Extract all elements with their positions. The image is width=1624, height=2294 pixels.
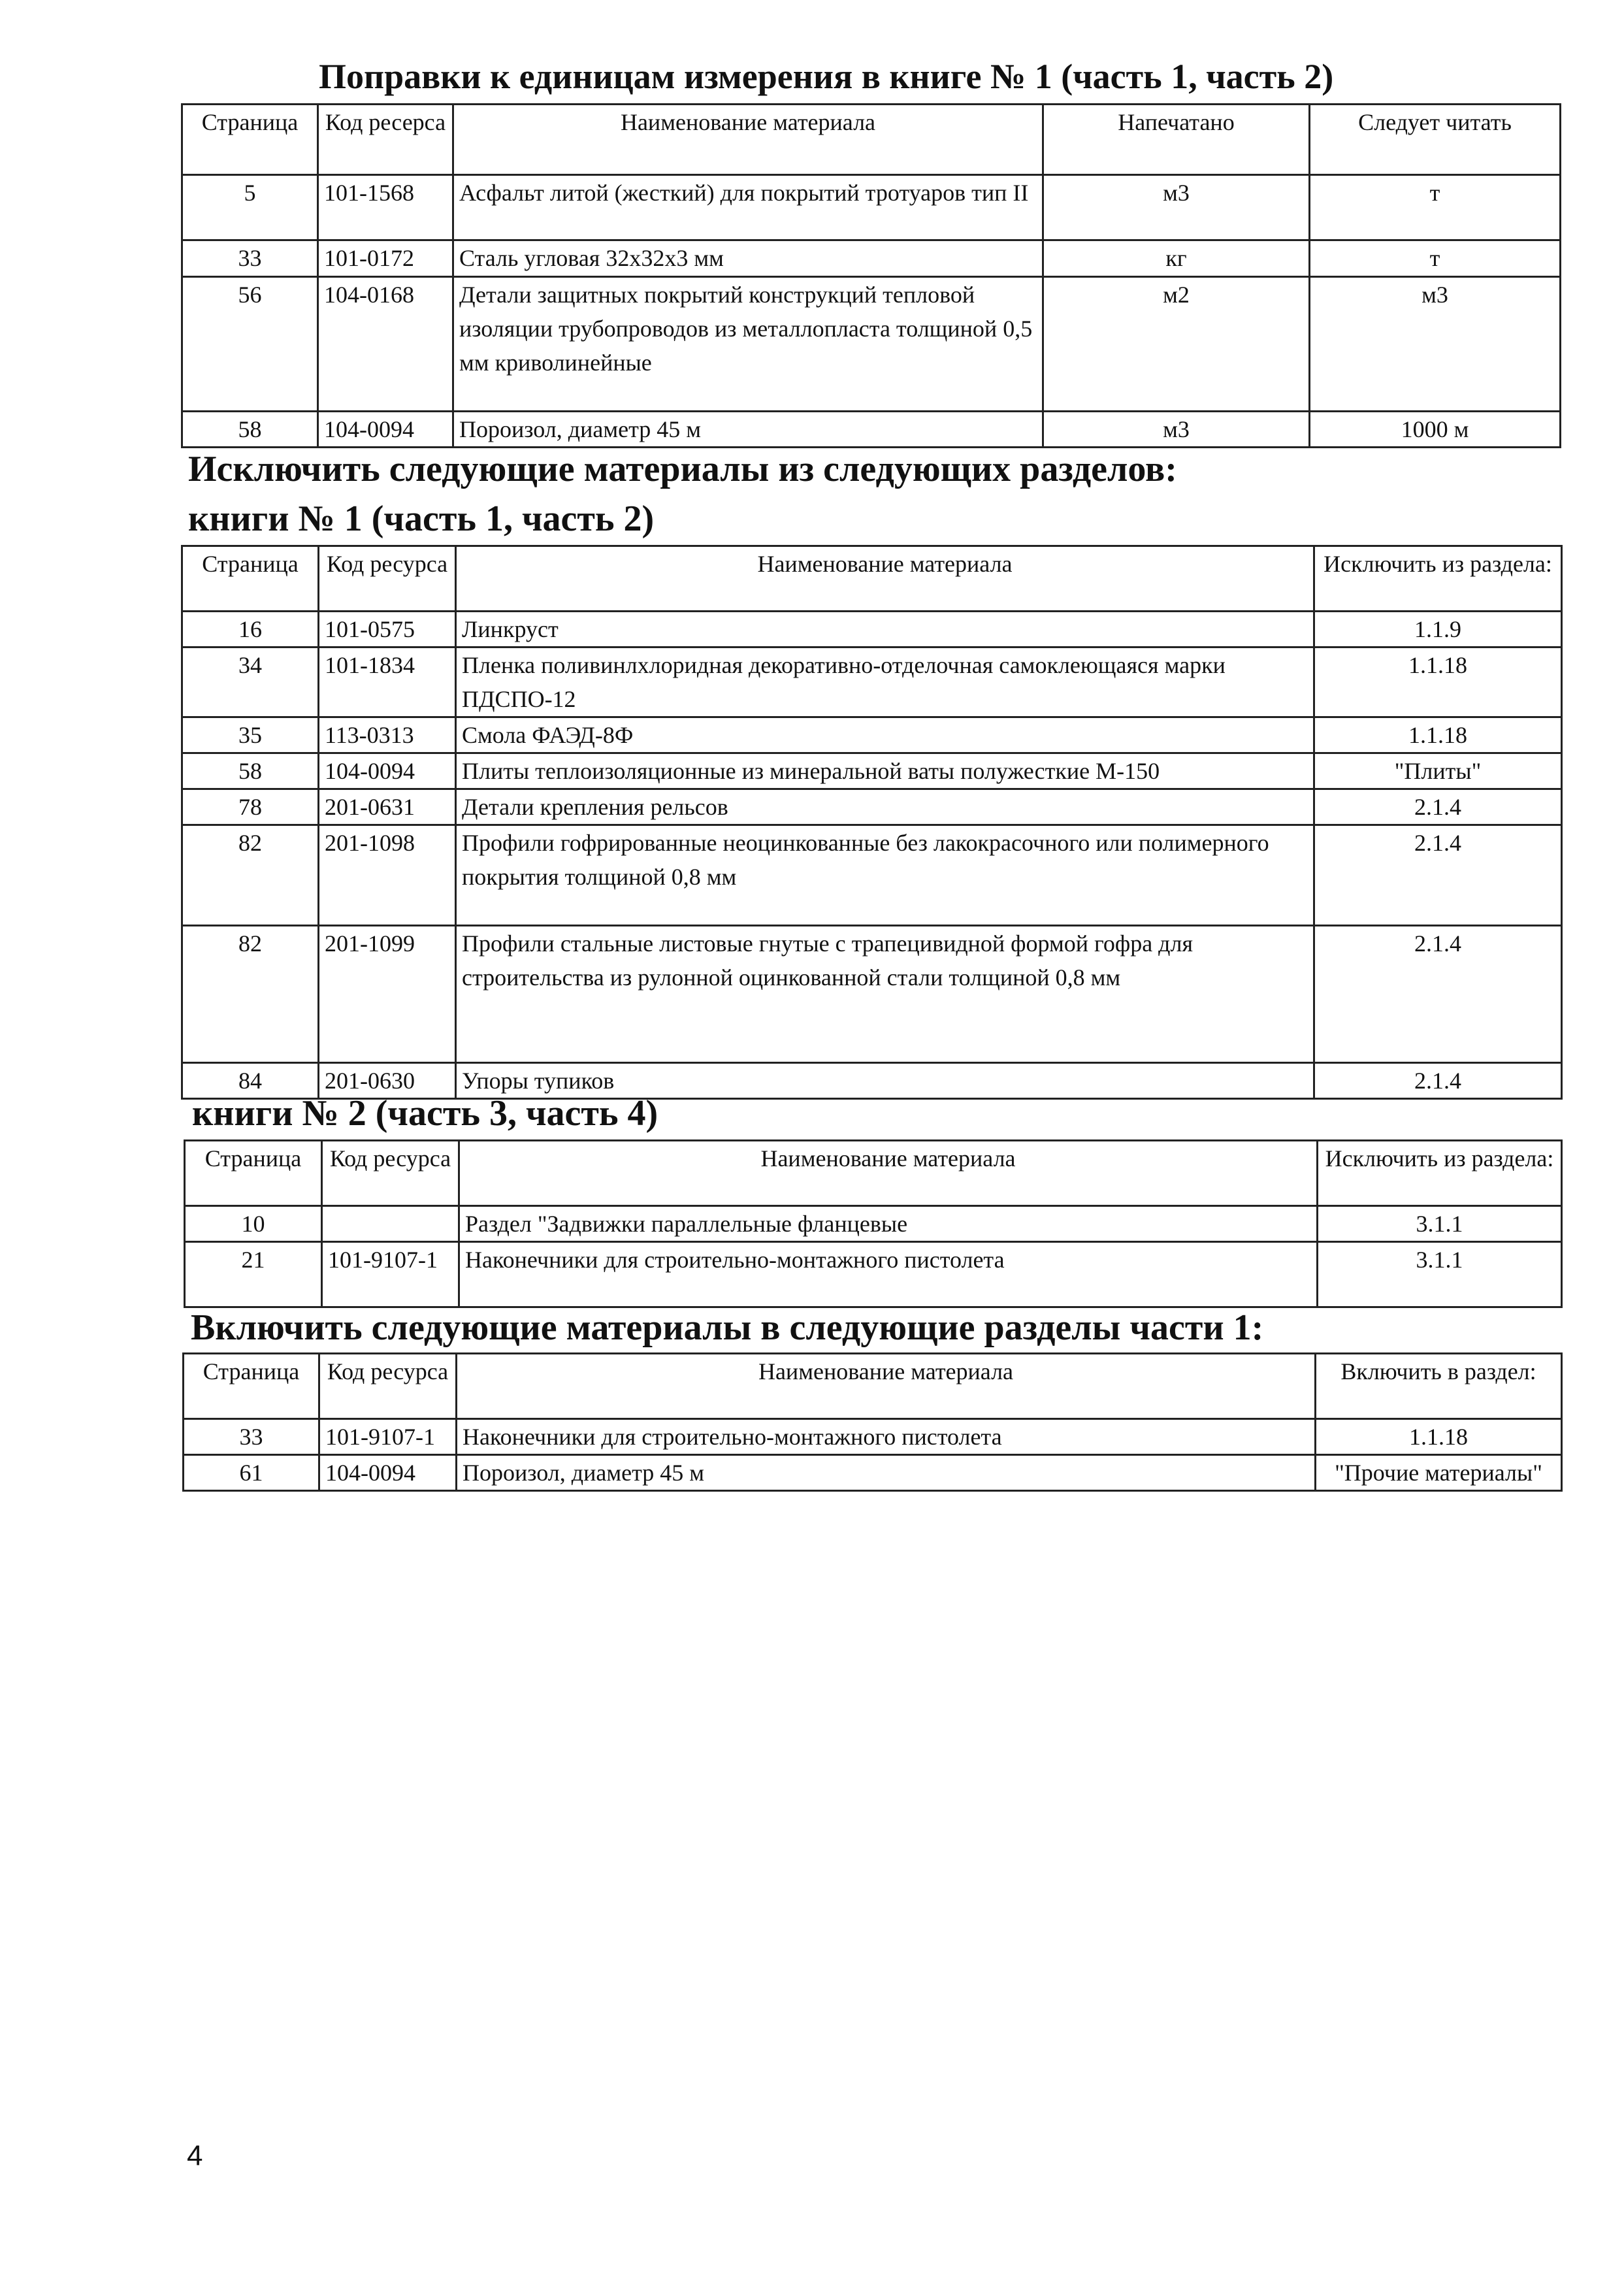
cell-section: 1.1.18 — [1314, 647, 1562, 717]
cell-page: 56 — [182, 277, 318, 412]
cell-code: 101-0575 — [319, 612, 456, 647]
table-row — [182, 926, 1562, 1063]
cell-code: 101-9107-1 — [322, 1242, 459, 1307]
table-row — [182, 175, 1561, 240]
cell-page: 33 — [184, 1419, 319, 1455]
cell-section: 2.1.4 — [1314, 789, 1562, 825]
cell-page: 16 — [182, 612, 319, 647]
cell-material-name: Линкруст — [456, 612, 1314, 647]
cell-should-read: 1000 м — [1310, 412, 1561, 448]
header-include-section: Включить в раздел: — [1316, 1354, 1562, 1419]
cell-should-read: т — [1310, 240, 1561, 277]
cell-section: 3.1.1 — [1318, 1206, 1562, 1242]
cell-material-name: Сталь угловая 32х32х3 мм — [453, 240, 1043, 277]
table-row — [182, 753, 1562, 789]
cell-should-read: м3 — [1310, 277, 1561, 412]
table-row — [182, 825, 1562, 926]
table-row — [185, 1242, 1562, 1307]
cell-material-name: Раздел "Задвижки параллельные фланцевые — [459, 1206, 1318, 1242]
cell-material-name: Асфальт литой (жесткий) для покрытий тротуаров тип II — [453, 175, 1043, 240]
header-code: Код ресурса — [319, 1354, 457, 1419]
book1-subtitle: книги № 1 (часть 1, часть 2) — [188, 499, 655, 539]
table-row — [182, 240, 1561, 277]
cell-material-name: Профили гофрированные неоцинкованные без лакокрасочного или полимерного покрытия толщиной 0,8 мм — [456, 825, 1314, 926]
cell-section: "Прочие материалы" — [1316, 1455, 1562, 1491]
header-printed: Напечатано — [1043, 105, 1310, 175]
header-exclude-section: Исключить из раздела: — [1318, 1141, 1562, 1206]
header-material-name: Наименование материала — [453, 105, 1043, 175]
cell-section: 2.1.4 — [1314, 825, 1562, 926]
table-row — [182, 647, 1562, 717]
table-header-row — [182, 546, 1562, 612]
page-number: 4 — [187, 2140, 203, 2172]
cell-material-name: Наконечники для строительно-монтажного пистолета — [459, 1242, 1318, 1307]
table-row — [184, 1455, 1562, 1491]
header-page: Страница — [184, 1354, 319, 1419]
cell-page: 61 — [184, 1455, 319, 1491]
exclude-book1-table — [181, 545, 1563, 1100]
cell-code: 101-1834 — [319, 647, 456, 717]
table-row — [184, 1419, 1562, 1455]
cell-code: 101-1568 — [318, 175, 453, 240]
header-page: Страница — [182, 105, 318, 175]
cell-page: 35 — [182, 717, 319, 753]
book2-subtitle: книги № 2 (часть 3, часть 4) — [192, 1093, 658, 1134]
cell-section: 1.1.18 — [1316, 1419, 1562, 1455]
cell-code: 104-0168 — [318, 277, 453, 412]
header-code: Код ресерса — [318, 105, 453, 175]
header-material-name: Наименование материала — [459, 1141, 1318, 1206]
cell-section: 1.1.18 — [1314, 717, 1562, 753]
header-exclude-section: Исключить из раздела: — [1314, 546, 1562, 612]
cell-code: 101-0172 — [318, 240, 453, 277]
units-corrections-table — [181, 103, 1561, 448]
header-material-name: Наименование материала — [457, 1354, 1316, 1419]
cell-page: 82 — [182, 926, 319, 1063]
cell-material-name: Детали защитных покрытий конструкций тепловой изоляции трубопроводов из металлопласта толщиной 0,5 мм криволинейные — [453, 277, 1043, 412]
header-page: Страница — [182, 546, 319, 612]
cell-page: 58 — [182, 412, 318, 448]
cell-should-read: т — [1310, 175, 1561, 240]
corrections-title: Поправки к единицам измерения в книге № 1 (часть 1, часть 2) — [319, 57, 1334, 96]
cell-code: 104-0094 — [319, 753, 456, 789]
cell-code: 201-1098 — [319, 825, 456, 926]
header-code: Код ресурса — [322, 1141, 459, 1206]
cell-section: "Плиты" — [1314, 753, 1562, 789]
cell-page: 78 — [182, 789, 319, 825]
cell-page: 34 — [182, 647, 319, 717]
table-header-row — [185, 1141, 1562, 1206]
table-row — [182, 789, 1562, 825]
cell-printed: кг — [1043, 240, 1310, 277]
table-row — [185, 1206, 1562, 1242]
cell-material-name: Детали крепления рельсов — [456, 789, 1314, 825]
cell-section: 2.1.4 — [1314, 926, 1562, 1063]
cell-page: 21 — [185, 1242, 322, 1307]
header-material-name: Наименование материала — [456, 546, 1314, 612]
cell-page: 10 — [185, 1206, 322, 1242]
cell-material-name: Плиты теплоизоляционные из минеральной ваты полужесткие М-150 — [456, 753, 1314, 789]
cell-section: 2.1.4 — [1314, 1063, 1562, 1099]
cell-page: 84 — [182, 1063, 319, 1099]
cell-code: 113-0313 — [319, 717, 456, 753]
table-row — [182, 412, 1561, 448]
include-table — [182, 1352, 1563, 1492]
cell-code: 104-0094 — [318, 412, 453, 448]
table-row — [182, 277, 1561, 412]
cell-material-name: Профили стальные листовые гнутые с трапецивидной формой гофра для строительства из рулонной оцинкованной стали толщиной 0,8 мм — [456, 926, 1314, 1063]
cell-page: 58 — [182, 753, 319, 789]
exclude-title: Исключить следующие материалы из следующих разделов: — [188, 449, 1177, 489]
cell-code: 201-0630 — [319, 1063, 456, 1099]
cell-page: 33 — [182, 240, 318, 277]
cell-material-name: Пороизол, диаметр 45 м — [453, 412, 1043, 448]
header-page: Страница — [185, 1141, 322, 1206]
cell-page: 5 — [182, 175, 318, 240]
cell-printed: м2 — [1043, 277, 1310, 412]
header-should-read: Следует читать — [1310, 105, 1561, 175]
table-header-row — [182, 105, 1561, 175]
include-title: Включить следующие материалы в следующие разделы части 1: — [191, 1307, 1264, 1348]
cell-code: 101-9107-1 — [319, 1419, 457, 1455]
cell-material-name: Наконечники для строительно-монтажного пистолета — [457, 1419, 1316, 1455]
cell-section: 3.1.1 — [1318, 1242, 1562, 1307]
cell-code: 104-0094 — [319, 1455, 457, 1491]
cell-printed: м3 — [1043, 412, 1310, 448]
exclude-book2-table — [184, 1139, 1563, 1308]
table-row — [182, 612, 1562, 647]
cell-code — [322, 1206, 459, 1242]
cell-material-name: Упоры тупиков — [456, 1063, 1314, 1099]
table-header-row — [184, 1354, 1562, 1419]
cell-code: 201-0631 — [319, 789, 456, 825]
cell-code: 201-1099 — [319, 926, 456, 1063]
cell-printed: м3 — [1043, 175, 1310, 240]
cell-material-name: Смола ФАЭД-8Ф — [456, 717, 1314, 753]
cell-material-name: Пленка поливинлхлоридная декоративно-отделочная самоклеющаяся марки ПДСПО-12 — [456, 647, 1314, 717]
header-code: Код ресурса — [319, 546, 456, 612]
cell-material-name: Пороизол, диаметр 45 м — [457, 1455, 1316, 1491]
cell-page: 82 — [182, 825, 319, 926]
cell-section: 1.1.9 — [1314, 612, 1562, 647]
table-row — [182, 717, 1562, 753]
